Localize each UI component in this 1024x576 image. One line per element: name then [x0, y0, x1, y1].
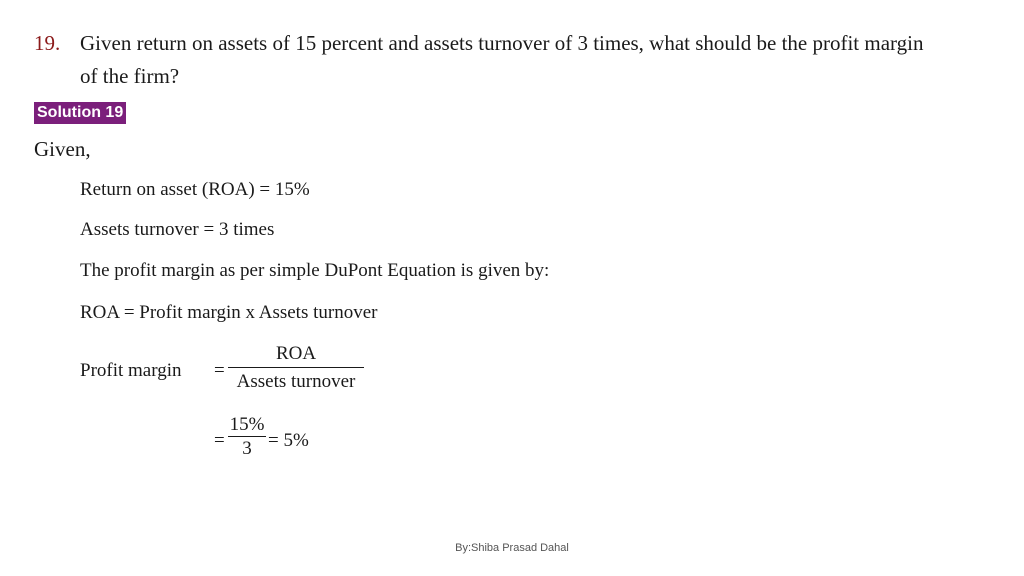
formula-denominator: Assets turnover — [236, 371, 356, 392]
calculation-fraction — [228, 414, 266, 460]
dupont-equation-line: ROA = Profit margin x Assets turnover — [80, 302, 378, 323]
dupont-intro-line: The profit margin as per simple DuPont Equation is given by: — [80, 260, 550, 281]
calculation-result: = 5% — [268, 430, 309, 451]
profit-margin-label: Profit margin — [80, 360, 182, 381]
given-heading: Given, — [34, 137, 91, 161]
calculation-denominator: 3 — [242, 438, 252, 459]
question-number: 19. — [34, 31, 61, 55]
roa-given-line: Return on asset (ROA) = 15% — [80, 179, 310, 200]
calculation-equals-sign: = — [214, 430, 225, 451]
turnover-given-line: Assets turnover = 3 times — [80, 219, 275, 240]
author-footer: By:Shiba Prasad Dahal — [455, 542, 569, 554]
fraction-bar — [228, 436, 266, 437]
question-text-line-2: of the firm? — [80, 64, 180, 88]
solution-badge: Solution 19 — [34, 102, 126, 124]
formula-numerator: ROA — [275, 343, 317, 364]
formula-fraction — [228, 342, 364, 394]
question-text-line-1: Given return on assets of 15 percent and assets turnover of 3 times, what should be the profit margin — [80, 31, 924, 55]
fraction-bar — [228, 367, 364, 368]
calculation-numerator: 15% — [229, 414, 265, 435]
formula-equals-sign: = — [214, 360, 225, 381]
